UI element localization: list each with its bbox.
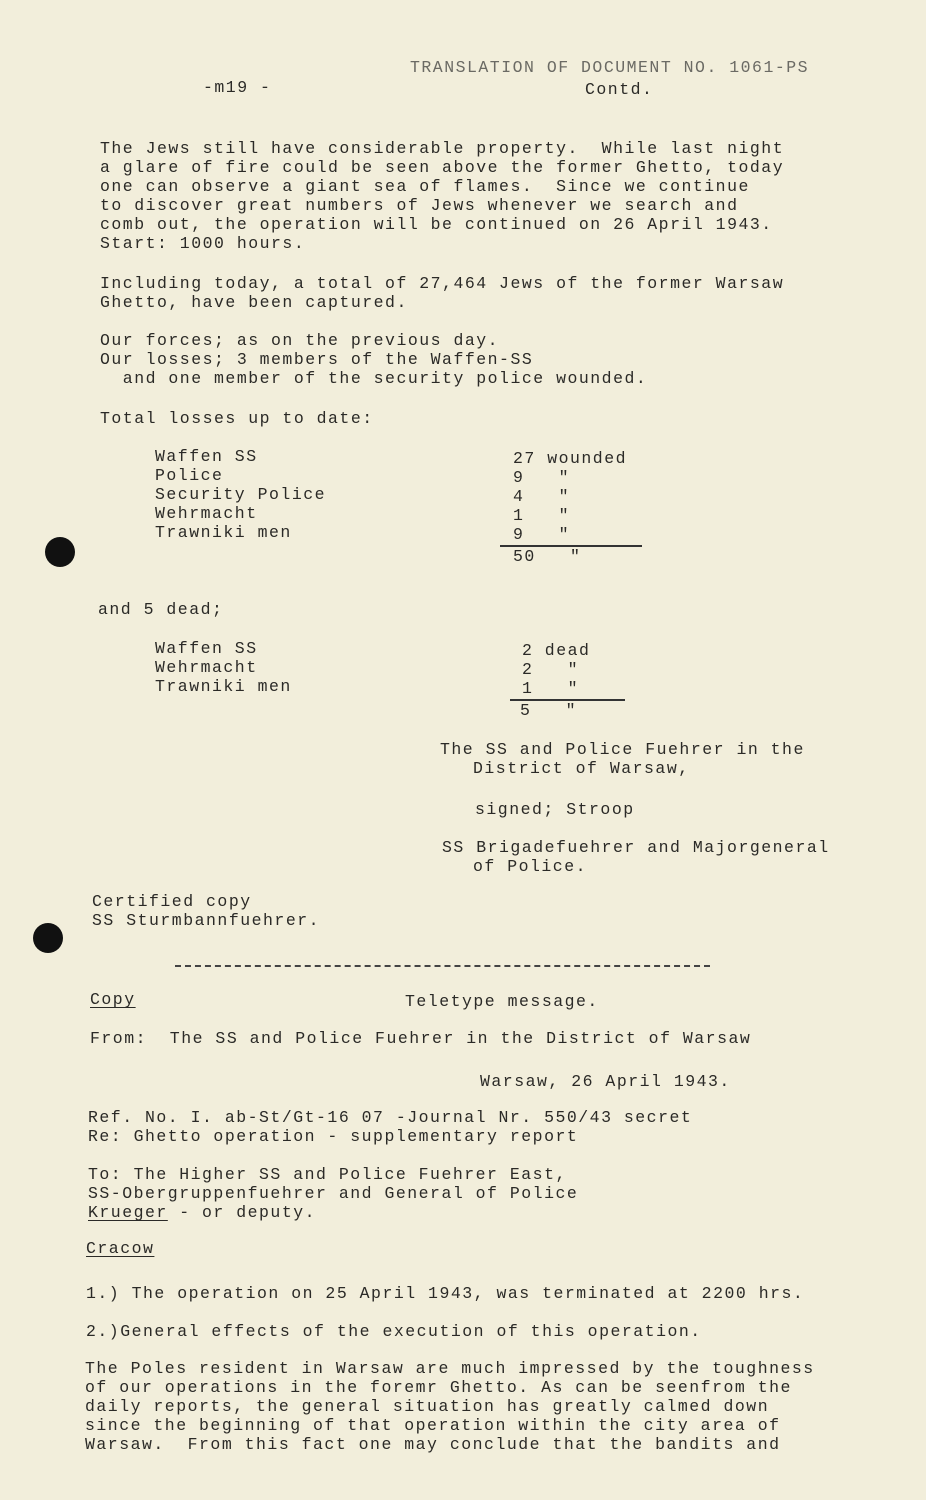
text-line: of our operations in the foremr Ghetto. As can be seenfrom the [85,1378,792,1397]
wounded-count: 4 " [513,487,571,506]
document-title: TRANSLATION OF DOCUMENT NO. 1061-PS [410,58,810,77]
certified-rank: SS Sturmbannfuehrer. [92,911,321,930]
page-number: -m19 - [203,78,272,97]
text-line: daily reports, the general situation has greatly calmed down [85,1397,770,1416]
ref-line: Ref. No. I. ab-St/Gt-16 07 -Journal Nr. 550/43 secret [88,1108,693,1127]
wounded-values [513,449,627,544]
addressee-name: Krueger [88,1203,168,1222]
unit-name: Wehrmacht [155,658,258,677]
text-line: Our forces; as on the previous day. [100,331,500,350]
body-paragraph [85,1359,815,1454]
dead-count: 1 " [522,679,580,698]
text-line: Start: 1000 hours. [100,234,306,253]
certified-copy: Certified copy [92,892,252,911]
place-date: Warsaw, 26 April 1943. [480,1072,731,1091]
text-line: to discover great numbers of Jews whenever we search and [100,196,739,215]
item-2: 2.)General effects of the execution of this operation. [86,1322,702,1341]
unit-name: Police [155,466,224,485]
rank-line-2: of Police. [473,857,588,876]
text-line: Including today, a total of 27,464 Jews of the former Warsaw [100,274,785,293]
wounded-units [155,447,326,542]
to-line-2: SS-Obergruppenfuehrer and General of Police [88,1184,579,1203]
from-line: From: The SS and Police Fuehrer in the District of Warsaw [90,1029,752,1048]
paragraph-1 [100,139,784,253]
text-line: one can observe a giant sea of flames. Since we continue [100,177,750,196]
punch-hole [33,923,63,953]
total-losses-label: Total losses up to date: [100,409,374,428]
unit-name: Waffen SS [155,447,258,466]
wounded-count: 27 wounded [513,449,628,468]
text-line: comb out, the operation will be continued on 26 April 1943. [100,215,773,234]
wounded-total: 50 " [513,547,582,566]
text-line: Ghetto, have been captured. [100,293,408,312]
dead-values [522,641,590,698]
unit-name: Trawniki men [155,523,292,542]
dead-units [155,639,292,696]
copy-label: Copy [90,990,136,1009]
punch-hole [45,537,75,567]
paragraph-2 [100,274,784,312]
contd-label: Contd. [585,80,654,99]
text-line: Warsaw. From this fact one may conclude that the bandits and [85,1435,781,1454]
addressee-rest: - or deputy. [167,1203,317,1222]
signed-stroop: signed; Stroop [475,800,635,819]
dead-count: 2 dead [522,641,591,660]
signature-line-2: District of Warsaw, [473,759,690,778]
separator [175,965,710,967]
wounded-count: 9 " [513,525,571,544]
text-line: and one member of the security police wounded. [100,369,648,388]
unit-name: Trawniki men [155,677,292,696]
item-1: 1.) The operation on 25 April 1943, was terminated at 2200 hrs. [86,1284,805,1303]
rank-line-1: SS Brigadefuehrer and Majorgeneral [442,838,830,857]
unit-name: Wehrmacht [155,504,258,523]
to-line-3 [88,1203,316,1222]
unit-name: Security Police [155,485,327,504]
city-label: Cracow [86,1239,155,1258]
wounded-count: 9 " [513,468,571,487]
text-line: The Poles resident in Warsaw are much impressed by the toughness [85,1359,815,1378]
unit-name: Waffen SS [155,639,258,658]
text-line: since the beginning of that operation within the city area of [85,1416,781,1435]
signature-line-1: The SS and Police Fuehrer in the [440,740,805,759]
wounded-count: 1 " [513,506,571,525]
to-line-1: To: The Higher SS and Police Fuehrer East, [88,1165,567,1184]
dead-total: 5 " [520,701,578,720]
text-line: The Jews still have considerable property. While last night [100,139,785,158]
text-line: a glare of fire could be seen above the former Ghetto, today [100,158,785,177]
re-line: Re: Ghetto operation - supplementary report [88,1127,579,1146]
text-line: Our losses; 3 members of the Waffen-SS [100,350,534,369]
dead-count: 2 " [522,660,580,679]
and-dead-label: and 5 dead; [98,600,224,619]
teletype-title: Teletype message. [405,992,599,1011]
paragraph-3 [100,331,647,388]
